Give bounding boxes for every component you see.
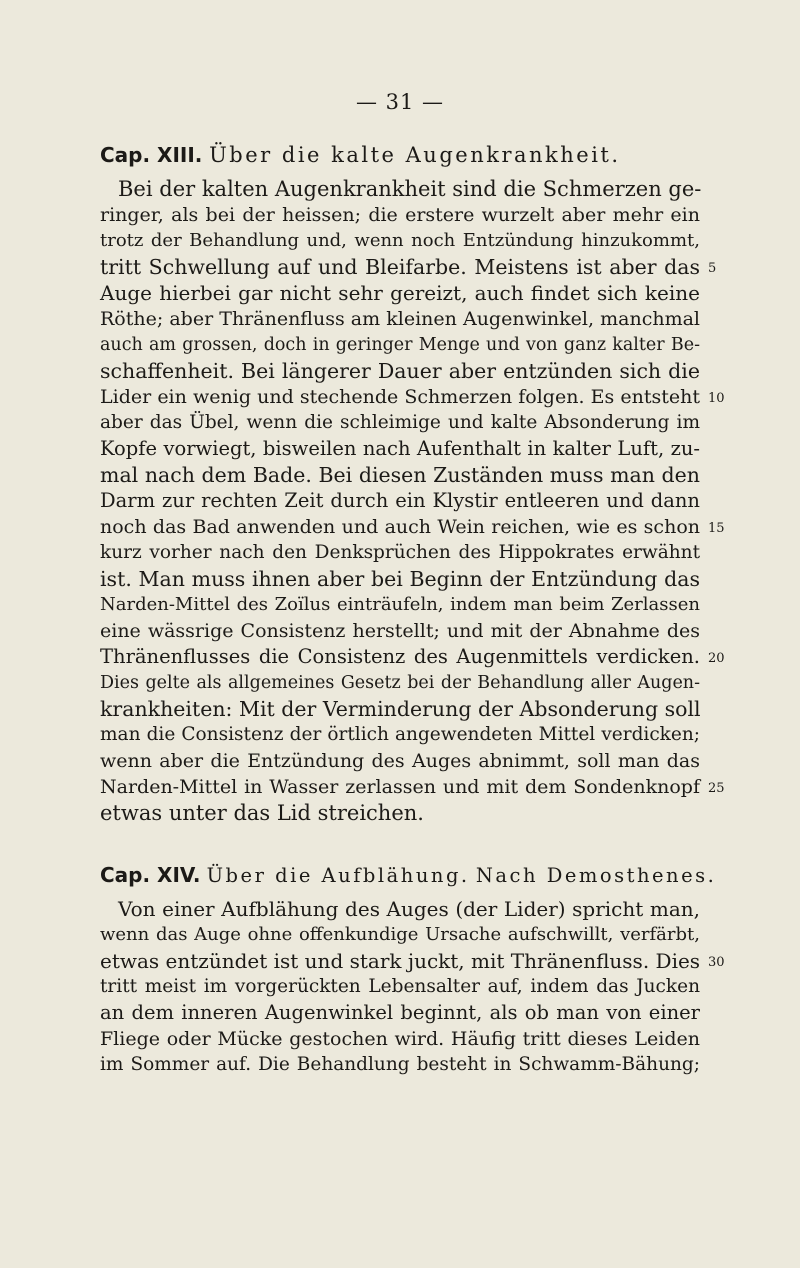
chapter-13-title: Über die kalte Augenkrankheit. xyxy=(209,143,621,167)
text-line: kurz vorher nach den Denksprüchen des Hippokrates erwähnt xyxy=(100,542,700,563)
text-line: wenn aber die Entzündung des Auges abnimmt, soll man das xyxy=(100,750,700,772)
text-line: eine wässrige Consistenz herstellt; und mit der Abnahme des xyxy=(100,620,700,642)
line-number: 5 xyxy=(708,261,717,276)
text-line: etwas unter das Lid streichen. xyxy=(100,801,424,825)
page-number: — 31 — xyxy=(355,90,445,114)
text-line: tritt Schwellung auf und Bleifarbe. Meistens ist aber das xyxy=(100,255,700,279)
text-line: Lider ein wenig und stechende Schmerzen folgen. Es entsteht xyxy=(100,386,700,408)
text-line: im Sommer auf. Die Behandlung besteht in Schwamm-Bähung; xyxy=(100,1054,700,1075)
line-number: 10 xyxy=(708,391,725,406)
line-number: 25 xyxy=(708,781,725,796)
text-line: schaffenheit. Bei längerer Dauer aber entzünden sich die xyxy=(100,359,700,383)
text-line: auch am grossen, doch in geringer Menge und von ganz kalter Be- xyxy=(100,335,700,355)
text-line: an dem inneren Augenwinkel beginnt, als ob man von einer xyxy=(100,1001,700,1024)
text-line: Dies gelte als allgemeines Gesetz bei der Behandlung aller Augen- xyxy=(100,673,700,693)
text-line: etwas entzündet ist und stark juckt, mit Thränenfluss. Dies xyxy=(100,949,701,973)
text-line: mal nach dem Bade. Bei diesen Zuständen muss man den xyxy=(100,463,700,487)
text-line: Röthe; aber Thränenfluss am kleinen Augenwinkel, manchmal xyxy=(100,308,700,330)
text-line: Narden-Mittel des Zoïlus einträufeln, indem man beim Zerlassen xyxy=(100,594,700,615)
text-line: trotz der Behandlung und, wenn noch Entzündung hinzukommt, xyxy=(100,230,700,251)
text-line: Auge hierbei gar nicht sehr gereizt, auch findet sich keine xyxy=(100,281,700,305)
chapter-14-author: Nach Demosthenes. xyxy=(475,864,717,887)
text-line: Thränenflusses die Consistenz des Augenmittels verdicken. xyxy=(100,645,700,668)
text-line: man die Consistenz der örtlich angewendeten Mittel verdicken; xyxy=(100,724,700,745)
text-line: Bei der kalten Augenkrankheit sind die Schmerzen ge- xyxy=(118,177,702,201)
text-line: aber das Übel, wenn die schleimige und kalte Absonderung im xyxy=(100,412,700,433)
text-line: noch das Bad anwenden und auch Wein reichen, wie es schon xyxy=(100,516,700,538)
line-number: 15 xyxy=(708,521,725,536)
chapter-14-heading xyxy=(100,862,720,889)
chapter-14-title: Über die Aufblähung. xyxy=(206,864,470,887)
chapter-13-number: Cap. XIII. xyxy=(100,143,203,167)
line-number: 20 xyxy=(708,651,725,666)
chapter-14-number: Cap. XIV. xyxy=(100,863,201,887)
text-line: Von einer Aufblähung des Auges (der Lider) spricht man, xyxy=(118,897,700,921)
text-line: Kopfe vorwiegt, bisweilen nach Aufenthalt in kalter Luft, zu- xyxy=(100,437,700,460)
text-line: tritt meist im vorgerückten Lebensalter auf, indem das Jucken xyxy=(100,976,700,997)
text-line: ringer, als bei der heissen; die erstere wurzelt aber mehr ein xyxy=(100,204,700,226)
text-line: Darm zur rechten Zeit durch ein Klystir entleeren und dann xyxy=(100,489,700,512)
line-number: 30 xyxy=(708,955,725,970)
text-line: Fliege oder Mücke gestochen wird. Häufig tritt dieses Leiden xyxy=(100,1028,700,1050)
text-line: ist. Man muss ihnen aber bei Beginn der Entzündung das xyxy=(100,567,700,591)
text-line: krankheiten: Mit der Verminderung der Absonderung soll xyxy=(100,697,701,721)
chapter-13-heading xyxy=(100,142,720,168)
text-line: wenn das Auge ohne offenkundige Ursache aufschwillt, verfärbt, xyxy=(100,924,700,945)
text-line: Narden-Mittel in Wasser zerlassen und mit dem Sondenknopf xyxy=(100,776,700,798)
